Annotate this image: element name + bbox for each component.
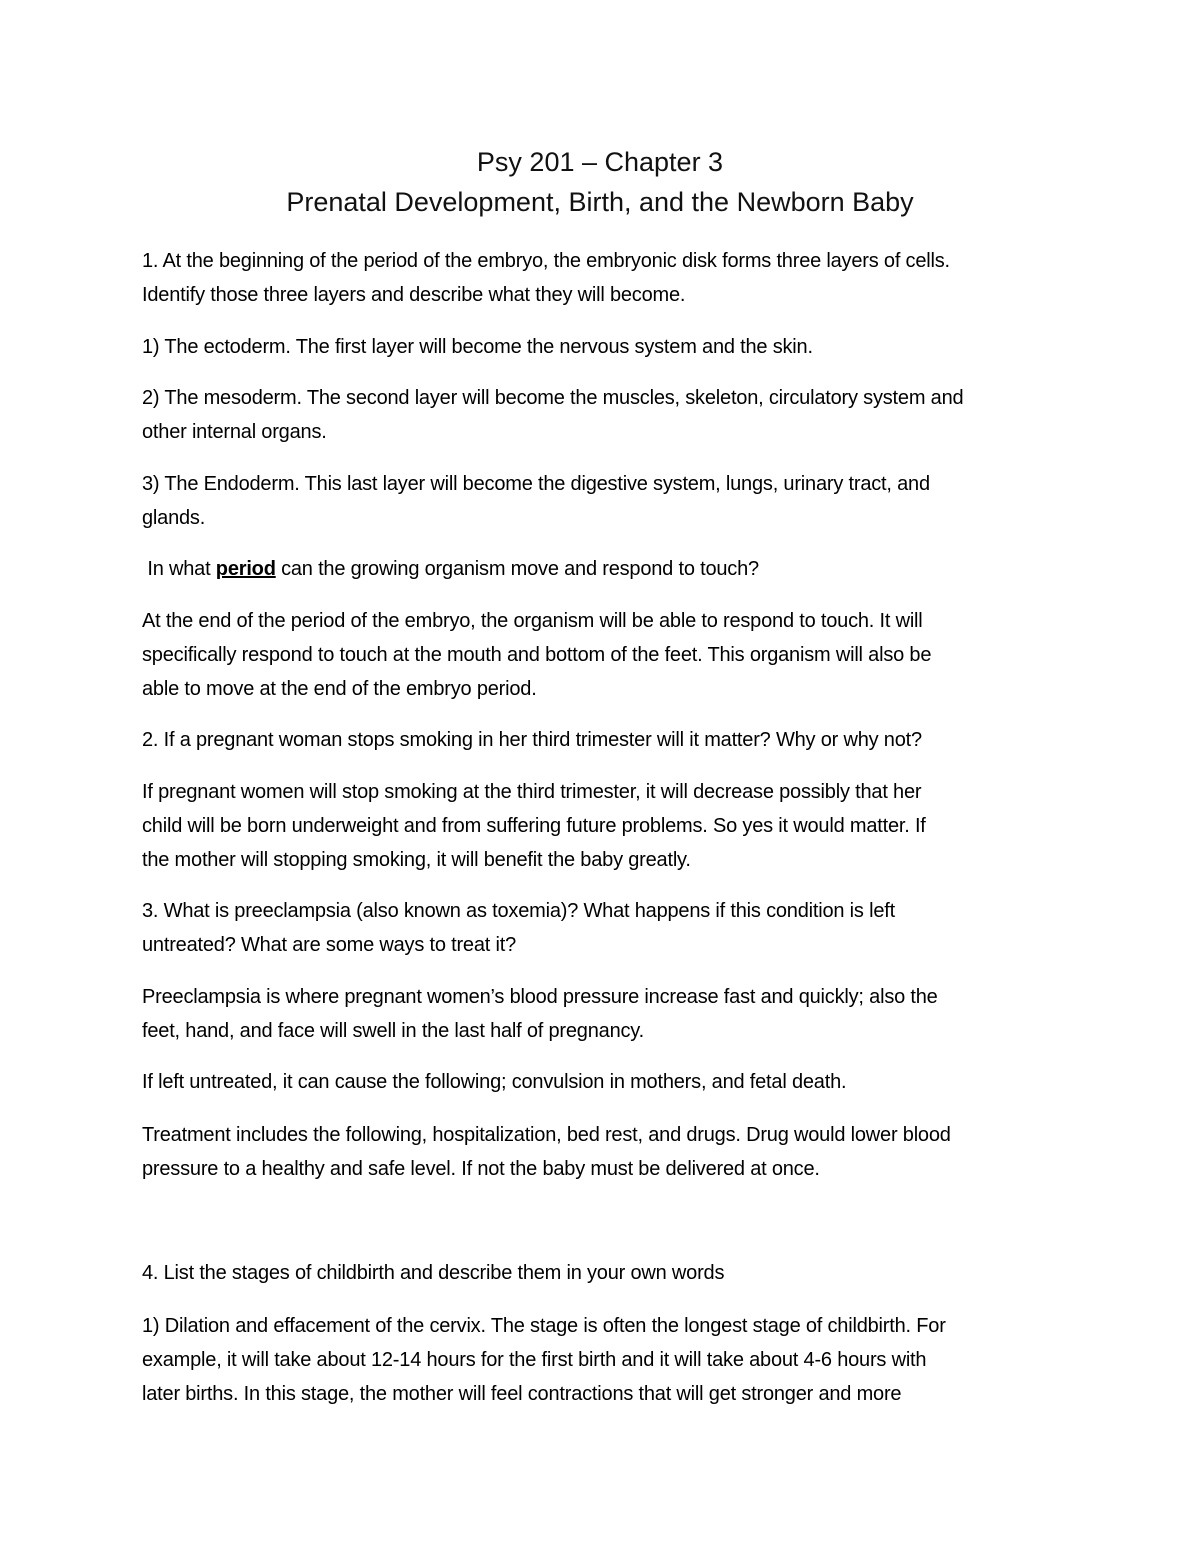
chapter-title: Prenatal Development, Birth, and the Newborn Baby [286,187,914,217]
question-2 [142,723,1062,757]
answer-line: If left untreated, it can cause the following; convulsion in mothers, and fetal death. [142,1071,847,1093]
question-4-line: 4. List the stages of childbirth and describe them in your own words [142,1262,725,1284]
question-1 [142,244,1062,312]
answer-3-untreated [142,1065,1062,1099]
question-1b-line [142,552,1062,586]
answer-line: able to move at the end of the embryo period. [142,678,537,700]
answer-line: If pregnant women will stop smoking at the third trimester, it will decrease possibly that her [142,781,922,803]
answer-1-mesoderm [142,381,1062,449]
question-2-line: 2. If a pregnant woman stops smoking in her third trimester will it matter? Why or why not? [142,729,922,751]
question-3 [142,894,1062,962]
answer-line: 2) The mesoderm. The second layer will become the muscles, skeleton, circulatory system and [142,387,964,409]
answer-1-ectoderm [142,330,1062,364]
answer-line: glands. [142,507,206,529]
answer-3-definition [142,980,1062,1048]
course-title: Psy 201 – Chapter 3 [476,147,724,177]
question-1b-suffix: can the growing organism move and respond to touch? [275,558,759,580]
answer-line: 1) The ectoderm. The first layer will become the nervous system and the skin. [142,336,813,358]
question-4 [142,1256,1062,1290]
answer-1-endoderm [142,467,1062,535]
answer-line: feet, hand, and face will swell in the last half of pregnancy. [142,1020,644,1042]
answer-line: Preeclampsia is where pregnant women’s blood pressure increase fast and quickly; also the [142,986,938,1008]
question-1b [142,552,1062,586]
answer-line: specifically respond to touch at the mouth and bottom of the feet. This organism will also be [142,644,932,666]
answer-line: Treatment includes the following, hospitalization, bed rest, and drugs. Drug would lower blood [142,1124,951,1146]
answer-1b [142,604,1062,706]
answer-4-stage-1 [142,1309,1062,1411]
period-emphasis: period [215,558,276,580]
answer-line: 3) The Endoderm. This last layer will become the digestive system, lungs, urinary tract, and [142,473,930,495]
answer-line: other internal organs. [142,421,327,443]
question-3-line: 3. What is preeclampsia (also known as toxemia)? What happens if this condition is left [142,900,895,922]
answer-line: the mother will stopping smoking, it will benefit the baby greatly. [142,849,691,871]
answer-line: 1) Dilation and effacement of the cervix. The stage is often the longest stage of childbirth. For [142,1315,946,1337]
answer-line: example, it will take about 12-14 hours for the first birth and it will take about 4-6 hours with [142,1349,927,1371]
question-1-line: Identify those three layers and describe what they will become. [142,284,686,306]
question-1-line: 1. At the beginning of the period of the embryo, the embryonic disk forms three layers of cells. [142,250,950,272]
answer-3-treatment [142,1118,1062,1186]
question-3-line: untreated? What are some ways to treat it? [142,934,517,956]
answer-2 [142,775,1062,877]
answer-line: later births. In this stage, the mother will feel contractions that will get stronger and more [142,1383,902,1405]
answer-line: child will be born underweight and from suffering future problems. So yes it would matter. If [142,815,926,837]
question-1b-prefix: In what [142,558,216,580]
answer-line: pressure to a healthy and safe level. If not the baby must be delivered at once. [142,1158,820,1180]
answer-line: At the end of the period of the embryo, the organism will be able to respond to touch. It will [142,610,923,632]
